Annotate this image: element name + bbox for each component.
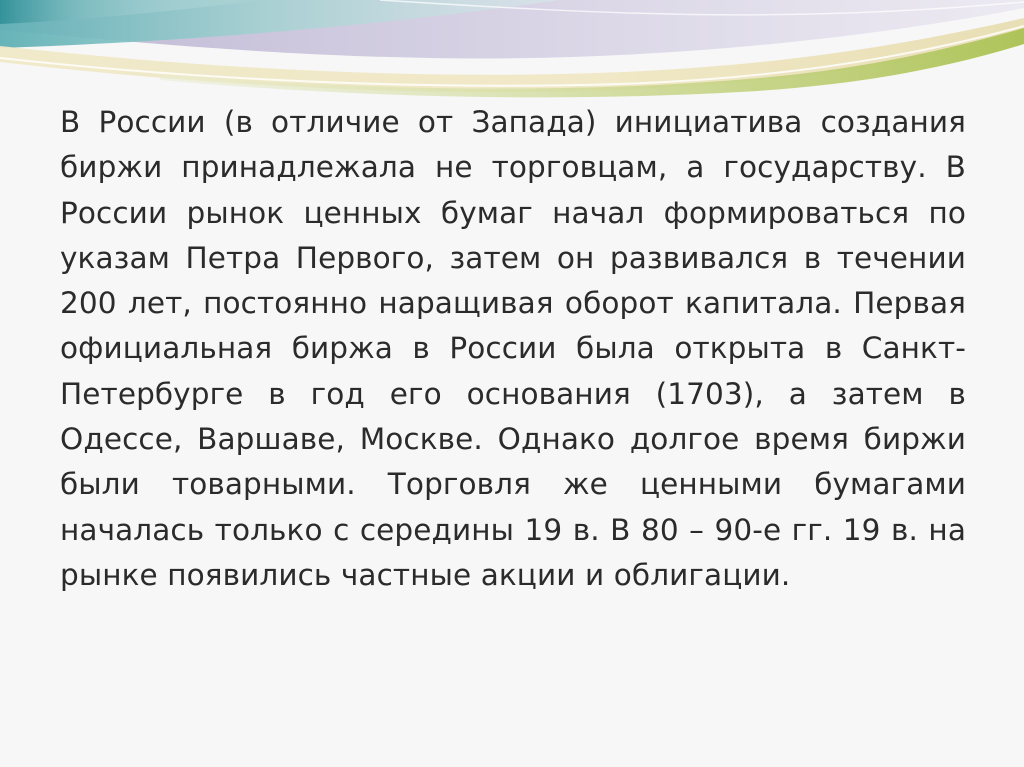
slide-body-text: В России (в отличие от Запада) инициатива создания биржи принадлежала не торговцам, а государству. В России рынок ценных бумаг начал формироваться по указам Петра Первого, затем он развивался в течении 200 лет, постоянно наращивая оборот капитала. Первая официальная биржа в России была открыта в Санкт-Петербурге в год его основания (1703), а затем в Одессе, Варшаве, Москве. Однако долгое время биржи были товарными. Торговля же ценными бумагами началась только с середины 19 в. В 80 – 90-е гг. 19 в. на рынке появились частные акции и облигации.	[60, 105, 966, 592]
